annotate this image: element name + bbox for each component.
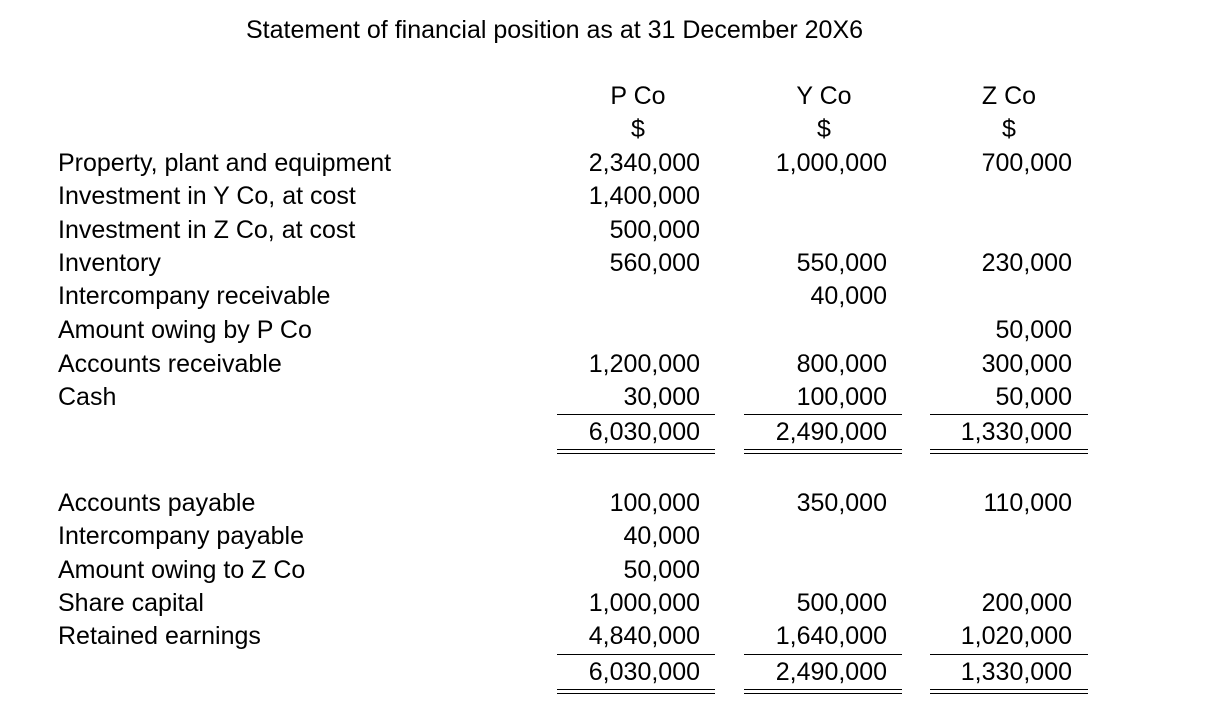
y-co-value: 1,000,000 — [775, 149, 887, 177]
z-co-value: 50,000 — [995, 383, 1072, 411]
total-double-rule — [557, 449, 715, 454]
y-co-value: 40,000 — [810, 282, 887, 310]
row-label: Inventory — [58, 249, 161, 277]
p-co-value: 560,000 — [609, 249, 700, 277]
table-row — [0, 347, 1212, 381]
p-co-value: 100,000 — [609, 489, 700, 517]
table-row — [0, 380, 1212, 414]
liabilities-equity-total-row — [0, 655, 1212, 689]
z-co-value: 300,000 — [981, 350, 1072, 378]
row-label: Retained earnings — [58, 622, 261, 650]
currency-y-co: $ — [817, 115, 831, 143]
table-row — [0, 553, 1212, 587]
y-co-total: 2,490,000 — [775, 418, 887, 446]
table-row — [0, 213, 1212, 247]
table-row — [0, 246, 1212, 280]
p-co-value: 1,200,000 — [588, 350, 700, 378]
p-co-total: 6,030,000 — [588, 418, 700, 446]
row-label: Share capital — [58, 589, 204, 617]
z-co-value: 1,020,000 — [960, 622, 1072, 650]
p-co-value: 4,840,000 — [588, 622, 700, 650]
currency-z-co: $ — [1002, 115, 1016, 143]
row-label: Property, plant and equipment — [58, 149, 392, 177]
total-double-rule — [744, 449, 902, 454]
row-label: Amount owing by P Co — [58, 316, 312, 344]
currency-row — [0, 112, 1212, 146]
column-headers — [0, 79, 1212, 113]
z-co-value: 50,000 — [995, 316, 1072, 344]
row-label: Accounts receivable — [58, 350, 282, 378]
row-label: Intercompany receivable — [58, 282, 331, 310]
p-co-value: 2,340,000 — [588, 149, 700, 177]
table-row — [0, 179, 1212, 213]
z-co-total: 1,330,000 — [960, 418, 1072, 446]
z-co-value: 700,000 — [981, 149, 1072, 177]
y-co-value: 100,000 — [796, 383, 887, 411]
p-co-value: 40,000 — [623, 522, 700, 550]
table-row — [0, 519, 1212, 553]
table-row — [0, 586, 1212, 620]
p-co-total: 6,030,000 — [588, 658, 700, 686]
row-label: Intercompany payable — [58, 522, 304, 550]
table-row — [0, 279, 1212, 313]
z-co-value: 230,000 — [981, 249, 1072, 277]
total-double-rule — [930, 689, 1088, 694]
z-co-value: 110,000 — [983, 489, 1072, 517]
p-co-value: 30,000 — [623, 383, 700, 411]
row-label: Accounts payable — [58, 489, 256, 517]
z-co-total: 1,330,000 — [960, 658, 1072, 686]
p-co-value: 1,400,000 — [588, 182, 700, 210]
table-row — [0, 619, 1212, 653]
statement-title: Statement of financial position as at 31 December 20X6 — [246, 16, 864, 44]
p-co-value: 500,000 — [609, 216, 700, 244]
currency-p-co: $ — [631, 115, 645, 143]
column-header-p-co: P Co — [610, 82, 666, 110]
y-co-value: 500,000 — [796, 589, 887, 617]
p-co-value: 1,000,000 — [588, 589, 700, 617]
total-double-rule — [930, 449, 1088, 454]
y-co-value: 800,000 — [796, 350, 887, 378]
row-label: Cash — [58, 383, 117, 411]
row-label: Amount owing to Z Co — [58, 556, 306, 584]
row-label: Investment in Z Co, at cost — [58, 216, 356, 244]
z-co-value: 200,000 — [981, 589, 1072, 617]
row-label: Investment in Y Co, at cost — [58, 182, 356, 210]
column-header-y-co: Y Co — [796, 82, 852, 110]
y-co-total: 2,490,000 — [775, 658, 887, 686]
y-co-value: 350,000 — [796, 489, 887, 517]
y-co-value: 1,640,000 — [775, 622, 887, 650]
assets-total-row — [0, 415, 1212, 449]
y-co-value: 550,000 — [796, 249, 887, 277]
column-header-z-co: Z Co — [981, 82, 1037, 110]
table-row — [0, 313, 1212, 347]
table-row — [0, 146, 1212, 180]
total-double-rule — [744, 689, 902, 694]
table-row — [0, 486, 1212, 520]
total-double-rule — [557, 689, 715, 694]
p-co-value: 50,000 — [623, 556, 700, 584]
